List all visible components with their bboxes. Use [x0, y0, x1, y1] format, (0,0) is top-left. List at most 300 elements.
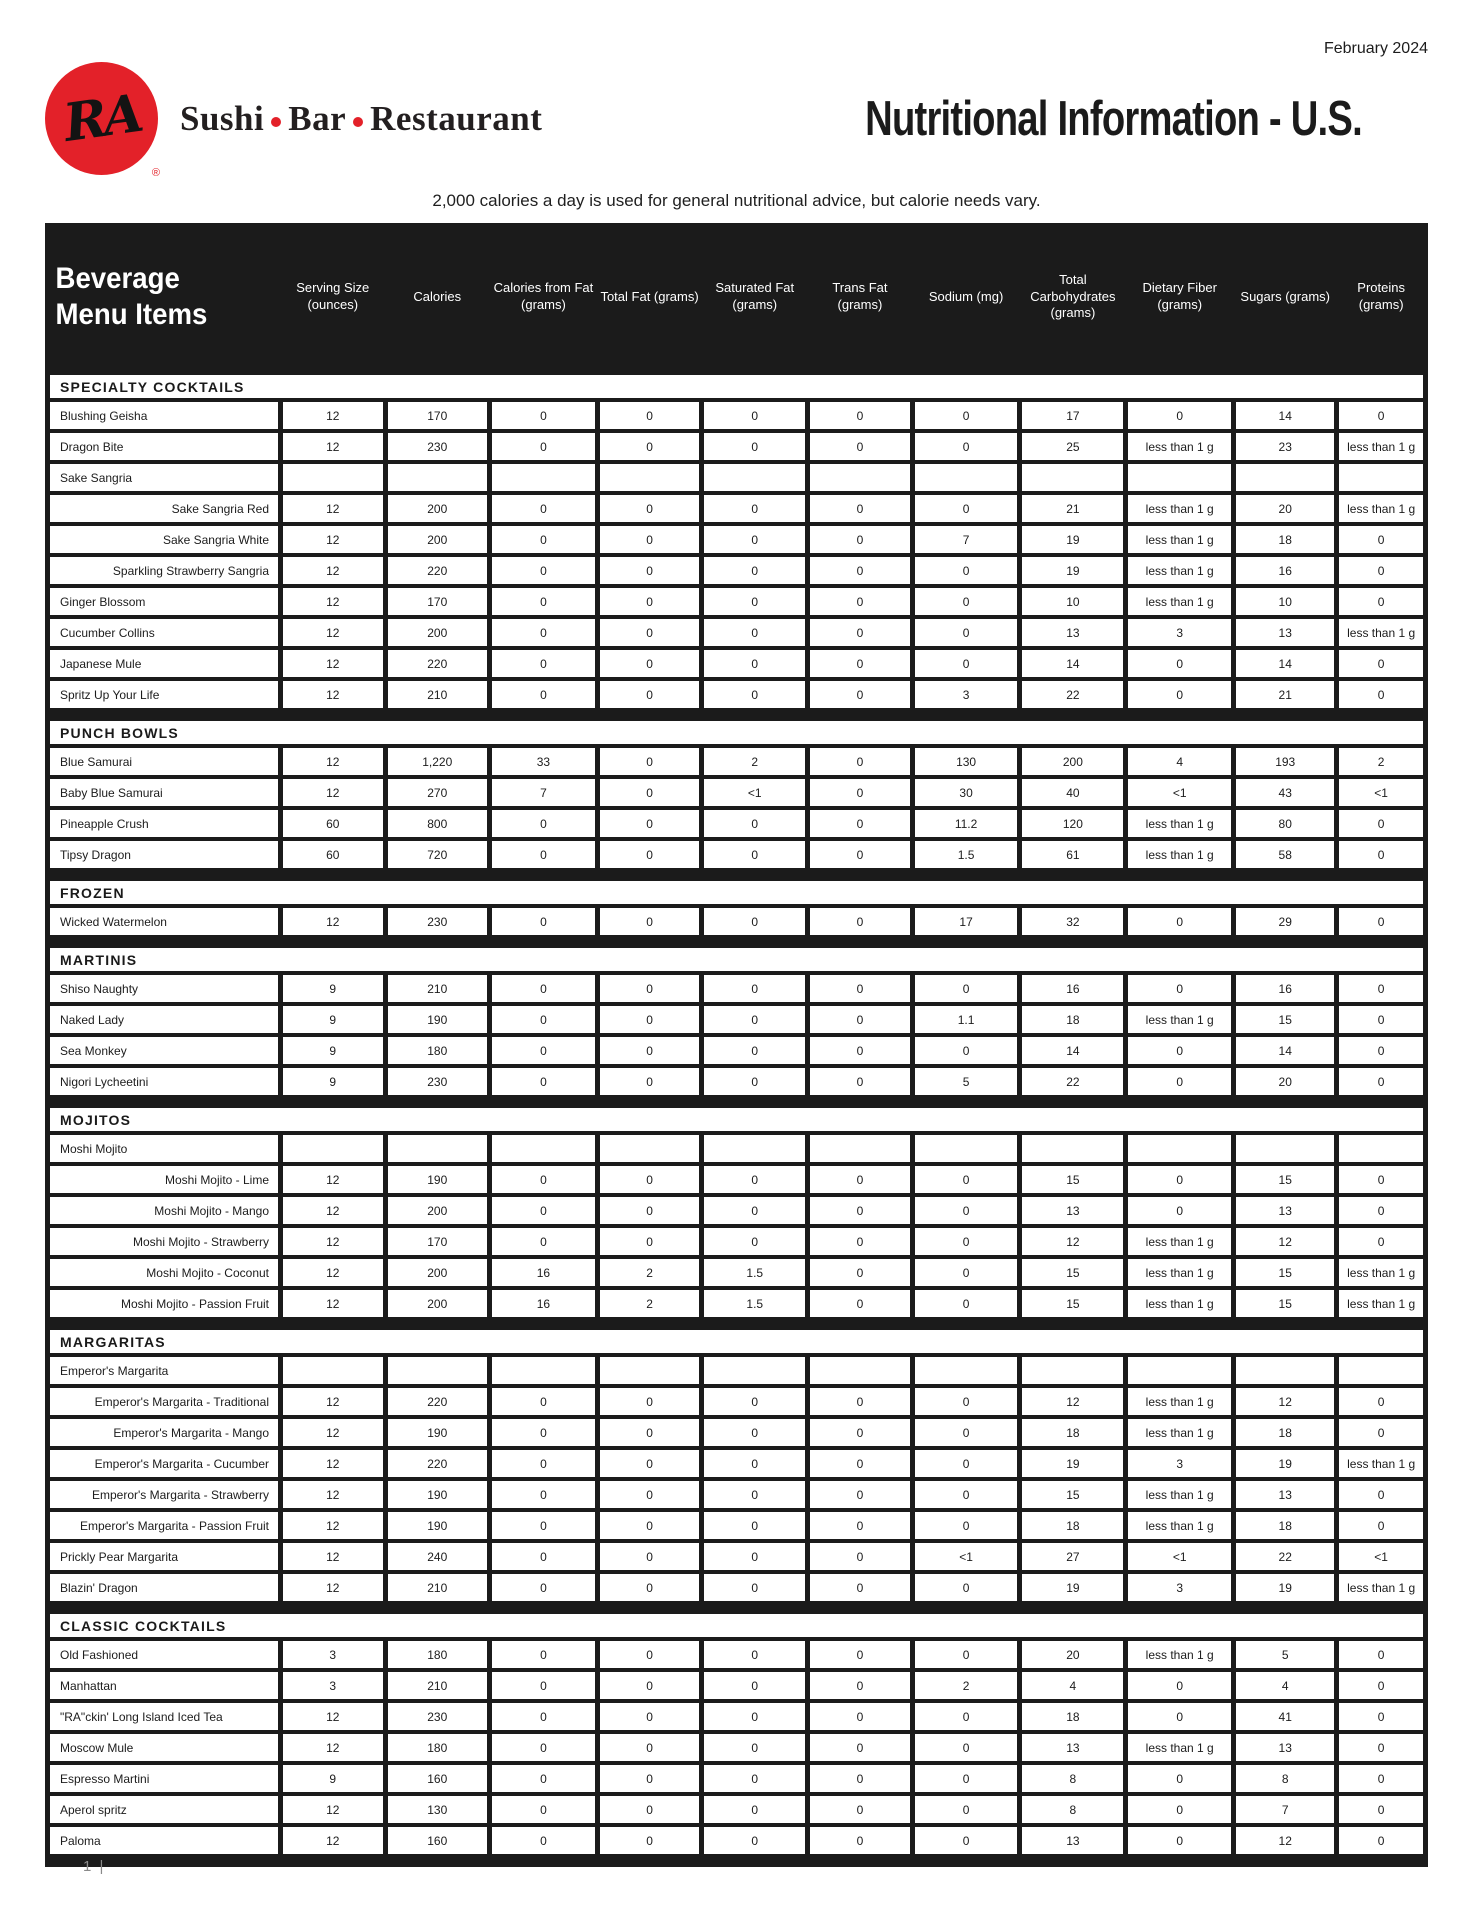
table-row — [50, 1703, 1423, 1730]
value-cell: 12 — [1236, 1228, 1334, 1255]
value-cell: less than 1 g — [1128, 1290, 1231, 1317]
value-cell: 0 — [810, 433, 910, 460]
value-cell: 5 — [915, 1068, 1018, 1095]
section-divider — [50, 1321, 1423, 1326]
value-cell: 0 — [915, 1228, 1018, 1255]
table-row — [50, 619, 1423, 646]
value-cell: 0 — [600, 650, 700, 677]
value-cell: 0 — [704, 1827, 805, 1854]
value-cell: 12 — [283, 557, 383, 584]
value-cell: 0 — [915, 1419, 1018, 1446]
table-row — [50, 1388, 1423, 1415]
value-cell — [388, 1135, 488, 1162]
value-cell: 16 — [1022, 975, 1123, 1002]
value-cell: 0 — [1128, 1827, 1231, 1854]
value-cell: 0 — [600, 1068, 700, 1095]
value-cell: 0 — [600, 1006, 700, 1033]
value-cell: 0 — [915, 1290, 1018, 1317]
value-cell: 0 — [492, 495, 595, 522]
value-cell: 19 — [1022, 557, 1123, 584]
value-cell: 0 — [915, 1827, 1018, 1854]
value-cell: 12 — [283, 1388, 383, 1415]
value-cell — [1022, 1357, 1123, 1384]
value-cell: less than 1 g — [1128, 1259, 1231, 1286]
value-cell: 21 — [1236, 681, 1334, 708]
value-cell: 190 — [388, 1166, 488, 1193]
value-cell: 0 — [704, 810, 805, 837]
value-cell: 0 — [492, 402, 595, 429]
value-cell: 0 — [492, 975, 595, 1002]
table-row — [50, 841, 1423, 868]
value-cell: 0 — [704, 1166, 805, 1193]
value-cell: <1 — [1339, 1543, 1423, 1570]
value-cell: <1 — [1128, 779, 1231, 806]
value-cell: 0 — [492, 1419, 595, 1446]
value-cell: 160 — [388, 1765, 488, 1792]
value-cell: 0 — [492, 650, 595, 677]
value-cell: 12 — [283, 1827, 383, 1854]
table-row — [50, 908, 1423, 935]
value-cell: 0 — [600, 681, 700, 708]
table-row — [50, 526, 1423, 553]
value-cell: 0 — [810, 1419, 910, 1446]
value-cell: 200 — [388, 495, 488, 522]
value-cell: 0 — [915, 1037, 1018, 1064]
value-cell: 61 — [1022, 841, 1123, 868]
value-cell — [1236, 1135, 1334, 1162]
table-row — [50, 1228, 1423, 1255]
value-cell: 7 — [1236, 1796, 1334, 1823]
value-cell: 0 — [600, 779, 700, 806]
value-cell: 190 — [388, 1419, 488, 1446]
item-name-cell: Aperol spritz — [50, 1796, 278, 1823]
value-cell: 15 — [1022, 1259, 1123, 1286]
table-row — [50, 1672, 1423, 1699]
value-cell: 0 — [810, 841, 910, 868]
value-cell: 200 — [388, 619, 488, 646]
value-cell: 0 — [600, 1672, 700, 1699]
page-title: Nutritional Information - U.S. — [865, 91, 1362, 146]
value-cell: 2 — [600, 1290, 700, 1317]
value-cell: 170 — [388, 402, 488, 429]
value-cell: 58 — [1236, 841, 1334, 868]
value-cell: 13 — [1022, 1734, 1123, 1761]
value-cell: 18 — [1022, 1703, 1123, 1730]
value-cell: 210 — [388, 1672, 488, 1699]
value-cell: 12 — [283, 779, 383, 806]
value-cell: 0 — [492, 1228, 595, 1255]
value-cell — [388, 1357, 488, 1384]
section-divider — [50, 1099, 1423, 1104]
value-cell: less than 1 g — [1128, 841, 1231, 868]
item-name-cell: Espresso Martini — [50, 1765, 278, 1792]
value-cell: 0 — [492, 619, 595, 646]
table-title-line2: Menu Items — [55, 298, 208, 331]
document-header — [45, 62, 1428, 179]
value-cell: 230 — [388, 908, 488, 935]
value-cell: 0 — [915, 1166, 1018, 1193]
value-cell: 3 — [283, 1672, 383, 1699]
item-name-cell: Emperor's Margarita - Passion Fruit — [50, 1512, 278, 1539]
value-cell: 9 — [283, 975, 383, 1002]
value-cell: 0 — [1128, 908, 1231, 935]
value-cell: 0 — [915, 1574, 1018, 1601]
value-cell: 0 — [810, 402, 910, 429]
value-cell: 0 — [492, 1574, 595, 1601]
value-cell: 0 — [600, 1765, 700, 1792]
value-cell — [1022, 1135, 1123, 1162]
value-cell: 0 — [492, 841, 595, 868]
column-header-8: Dietary Fiber (grams) — [1142, 280, 1217, 312]
value-cell: 0 — [1339, 841, 1423, 868]
value-cell: 210 — [388, 975, 488, 1002]
value-cell: 0 — [704, 1703, 805, 1730]
column-header-5: Trans Fat (grams) — [832, 280, 888, 312]
value-cell: 2 — [1339, 748, 1423, 775]
value-cell: 0 — [810, 1068, 910, 1095]
value-cell: 0 — [1339, 1388, 1423, 1415]
item-name-cell: Shiso Naughty — [50, 975, 278, 1002]
value-cell: 0 — [492, 1037, 595, 1064]
value-cell: 0 — [1339, 908, 1423, 935]
value-cell: 0 — [1339, 681, 1423, 708]
value-cell: 200 — [388, 1197, 488, 1224]
value-cell: 0 — [704, 1574, 805, 1601]
value-cell: 0 — [492, 1512, 595, 1539]
value-cell: 0 — [600, 495, 700, 522]
item-name-cell: Sea Monkey — [50, 1037, 278, 1064]
value-cell: 240 — [388, 1543, 488, 1570]
table-title — [50, 261, 260, 333]
value-cell: less than 1 g — [1128, 588, 1231, 615]
value-cell: 0 — [600, 1703, 700, 1730]
value-cell: 0 — [1339, 557, 1423, 584]
value-cell: 0 — [600, 402, 700, 429]
value-cell: 0 — [704, 1197, 805, 1224]
value-cell: 22 — [1022, 1068, 1123, 1095]
value-cell — [283, 1357, 383, 1384]
value-cell: 12 — [283, 1197, 383, 1224]
value-cell: 0 — [600, 1827, 700, 1854]
value-cell: 2 — [600, 1259, 700, 1286]
value-cell — [600, 464, 700, 491]
value-cell: 8 — [1022, 1765, 1123, 1792]
value-cell: 0 — [810, 748, 910, 775]
table-row — [50, 650, 1423, 677]
value-cell — [283, 464, 383, 491]
value-cell: 15 — [1022, 1481, 1123, 1508]
value-cell: 40 — [1022, 779, 1123, 806]
value-cell: less than 1 g — [1128, 1006, 1231, 1033]
value-cell: 0 — [915, 1796, 1018, 1823]
value-cell: 200 — [1022, 748, 1123, 775]
value-cell: 0 — [1128, 1037, 1231, 1064]
value-cell: 0 — [600, 1481, 700, 1508]
value-cell: less than 1 g — [1128, 1228, 1231, 1255]
value-cell: 130 — [915, 748, 1018, 775]
value-cell: 12 — [283, 1290, 383, 1317]
item-name-cell: Moshi Mojito - Mango — [50, 1197, 278, 1224]
document-date: February 2024 — [1323, 40, 1428, 57]
item-name-cell: Sake Sangria — [50, 464, 278, 491]
value-cell: 0 — [492, 908, 595, 935]
value-cell: 0 — [492, 1672, 595, 1699]
value-cell: 0 — [1128, 1197, 1231, 1224]
value-cell: 0 — [600, 1796, 700, 1823]
value-cell: 14 — [1236, 1037, 1334, 1064]
value-cell: 18 — [1236, 1512, 1334, 1539]
item-name-cell: Emperor's Margarita - Traditional — [50, 1388, 278, 1415]
value-cell: 0 — [704, 1037, 805, 1064]
value-cell: 4 — [1022, 1672, 1123, 1699]
value-cell: 0 — [915, 650, 1018, 677]
value-cell: 0 — [1339, 1512, 1423, 1539]
value-cell: 3 — [1128, 619, 1231, 646]
value-cell: 0 — [1128, 402, 1231, 429]
value-cell: 7 — [915, 526, 1018, 553]
value-cell: 9 — [283, 1765, 383, 1792]
value-cell: 19 — [1022, 526, 1123, 553]
value-cell: 0 — [704, 908, 805, 935]
value-cell — [810, 1135, 910, 1162]
item-name-cell: Tipsy Dragon — [50, 841, 278, 868]
value-cell: 0 — [915, 1734, 1018, 1761]
item-name-cell: Moshi Mojito - Lime — [50, 1166, 278, 1193]
value-cell — [492, 1357, 595, 1384]
value-cell: 0 — [1128, 650, 1231, 677]
value-cell: 12 — [283, 433, 383, 460]
value-cell — [915, 1357, 1018, 1384]
value-cell: 0 — [915, 1703, 1018, 1730]
value-cell: 1,220 — [388, 748, 488, 775]
column-header-4: Saturated Fat (grams) — [715, 280, 795, 312]
value-cell: 60 — [283, 841, 383, 868]
value-cell: 0 — [492, 681, 595, 708]
value-cell: 0 — [704, 1068, 805, 1095]
value-cell: 10 — [1236, 588, 1334, 615]
table-row — [50, 433, 1423, 460]
value-cell: 15 — [1236, 1166, 1334, 1193]
value-cell: 0 — [1128, 1068, 1231, 1095]
value-cell: 0 — [600, 588, 700, 615]
value-cell: 0 — [600, 1574, 700, 1601]
value-cell: 1.5 — [704, 1290, 805, 1317]
value-cell: 0 — [704, 681, 805, 708]
table-row — [50, 681, 1423, 708]
page-number: 1 | — [83, 1858, 106, 1875]
section-divider — [50, 712, 1423, 717]
brand-word-sushi: Sushi — [180, 98, 265, 138]
value-cell — [600, 1135, 700, 1162]
value-cell: 17 — [915, 908, 1018, 935]
value-cell: 19 — [1236, 1574, 1334, 1601]
column-header-7: Total Carbohydrates (grams) — [1030, 271, 1116, 321]
value-cell: 0 — [915, 1259, 1018, 1286]
ra-logo-circle — [45, 62, 158, 175]
value-cell: 12 — [283, 1703, 383, 1730]
table-row — [50, 495, 1423, 522]
value-cell: 12 — [283, 1543, 383, 1570]
value-cell: 13 — [1022, 619, 1123, 646]
table-row — [50, 1450, 1423, 1477]
value-cell: 0 — [1339, 1796, 1423, 1823]
value-cell: 0 — [810, 1543, 910, 1570]
value-cell: 0 — [600, 1166, 700, 1193]
value-cell: 0 — [704, 975, 805, 1002]
item-name-cell: Spritz Up Your Life — [50, 681, 278, 708]
value-cell: 0 — [810, 650, 910, 677]
value-cell: 0 — [492, 1543, 595, 1570]
value-cell: 0 — [915, 557, 1018, 584]
item-name-cell: "RA"ckin' Long Island Iced Tea — [50, 1703, 278, 1730]
value-cell: 0 — [704, 1765, 805, 1792]
value-cell: 130 — [388, 1796, 488, 1823]
value-cell: 0 — [810, 681, 910, 708]
value-cell: less than 1 g — [1339, 433, 1423, 460]
item-name-cell: Emperor's Margarita — [50, 1357, 278, 1384]
value-cell: 16 — [1236, 975, 1334, 1002]
value-cell: 19 — [1022, 1574, 1123, 1601]
value-cell: 0 — [810, 1481, 910, 1508]
value-cell: 0 — [1339, 1827, 1423, 1854]
value-cell: 1.5 — [915, 841, 1018, 868]
nutrition-table — [45, 223, 1428, 1867]
value-cell: 12 — [1236, 1827, 1334, 1854]
registered-trademark-icon: ® — [151, 167, 160, 179]
value-cell — [1339, 464, 1423, 491]
value-cell: 10 — [1022, 588, 1123, 615]
value-cell: 18 — [1022, 1006, 1123, 1033]
value-cell: 0 — [1339, 650, 1423, 677]
item-name-cell: Cucumber Collins — [50, 619, 278, 646]
value-cell: 0 — [704, 1734, 805, 1761]
value-cell: less than 1 g — [1128, 495, 1231, 522]
value-cell: 0 — [492, 1641, 595, 1668]
table-header-row — [45, 223, 1428, 371]
item-name-cell: Moshi Mojito - Passion Fruit — [50, 1290, 278, 1317]
table-row — [50, 1543, 1423, 1570]
value-cell: 12 — [283, 1166, 383, 1193]
value-cell: 0 — [600, 748, 700, 775]
value-cell: 0 — [600, 1388, 700, 1415]
value-cell: less than 1 g — [1339, 1450, 1423, 1477]
value-cell: 27 — [1022, 1543, 1123, 1570]
item-name-cell: Ginger Blossom — [50, 588, 278, 615]
value-cell: 0 — [492, 810, 595, 837]
value-cell: 720 — [388, 841, 488, 868]
value-cell: 15 — [1236, 1290, 1334, 1317]
value-cell: 0 — [810, 1574, 910, 1601]
value-cell — [1339, 1357, 1423, 1384]
value-cell: 0 — [810, 908, 910, 935]
table-row — [50, 1037, 1423, 1064]
column-header-10: Proteins (grams) — [1357, 280, 1405, 312]
column-header-0: Serving Size (ounces) — [296, 280, 370, 312]
value-cell: 0 — [810, 1765, 910, 1792]
section-divider — [50, 872, 1423, 877]
value-cell: 8 — [1022, 1796, 1123, 1823]
table-row — [50, 975, 1423, 1002]
table-row — [50, 557, 1423, 584]
value-cell: 12 — [283, 1574, 383, 1601]
value-cell: 13 — [1022, 1827, 1123, 1854]
value-cell: 0 — [810, 1734, 910, 1761]
value-cell: 0 — [600, 1734, 700, 1761]
table-row — [50, 1734, 1423, 1761]
table-row — [50, 1006, 1423, 1033]
value-cell — [915, 464, 1018, 491]
table-title-line1: Beverage — [55, 262, 180, 295]
table-row — [50, 1796, 1423, 1823]
item-name-cell: Naked Lady — [50, 1006, 278, 1033]
value-cell: 12 — [283, 1734, 383, 1761]
value-cell: 0 — [810, 1827, 910, 1854]
value-cell: 0 — [1339, 402, 1423, 429]
section-header: FROZEN — [50, 881, 1423, 904]
value-cell: 16 — [1236, 557, 1334, 584]
value-cell: 0 — [600, 1450, 700, 1477]
value-cell: less than 1 g — [1128, 433, 1231, 460]
table-row — [50, 1166, 1423, 1193]
section-header: PUNCH BOWLS — [50, 721, 1423, 744]
value-cell: 22 — [1022, 681, 1123, 708]
value-cell — [1236, 1357, 1334, 1384]
value-cell: 190 — [388, 1512, 488, 1539]
value-cell: less than 1 g — [1339, 619, 1423, 646]
item-name-cell: Emperor's Margarita - Strawberry — [50, 1481, 278, 1508]
value-cell: 43 — [1236, 779, 1334, 806]
value-cell: 41 — [1236, 1703, 1334, 1730]
value-cell: 0 — [704, 402, 805, 429]
value-cell: 0 — [492, 1827, 595, 1854]
value-cell: 170 — [388, 588, 488, 615]
value-cell: less than 1 g — [1128, 557, 1231, 584]
item-name-cell: Blushing Geisha — [50, 402, 278, 429]
value-cell: 0 — [600, 1228, 700, 1255]
item-name-cell: Sake Sangria Red — [50, 495, 278, 522]
value-cell: 0 — [810, 495, 910, 522]
section-header: CLASSIC COCKTAILS — [50, 1614, 1423, 1637]
value-cell: 0 — [915, 1512, 1018, 1539]
value-cell: 12 — [283, 748, 383, 775]
value-cell: less than 1 g — [1339, 1574, 1423, 1601]
value-cell: 0 — [492, 1450, 595, 1477]
value-cell: 0 — [810, 779, 910, 806]
value-cell: 0 — [704, 1228, 805, 1255]
value-cell: 0 — [1339, 1037, 1423, 1064]
value-cell: 12 — [283, 619, 383, 646]
column-header-3: Total Fat (grams) — [600, 288, 699, 304]
item-name-cell: Wicked Watermelon — [50, 908, 278, 935]
value-cell: 12 — [283, 1259, 383, 1286]
value-cell: 0 — [1128, 681, 1231, 708]
value-cell: 0 — [1128, 1672, 1231, 1699]
value-cell: 2 — [915, 1672, 1018, 1699]
value-cell: 0 — [600, 841, 700, 868]
value-cell: 220 — [388, 650, 488, 677]
item-name-cell: Sparkling Strawberry Sangria — [50, 557, 278, 584]
value-cell: 0 — [810, 1006, 910, 1033]
value-cell: 11.2 — [915, 810, 1018, 837]
value-cell: 0 — [1339, 1765, 1423, 1792]
value-cell: 0 — [492, 1481, 595, 1508]
value-cell: 9 — [283, 1037, 383, 1064]
value-cell: 0 — [492, 1388, 595, 1415]
section-header: MARTINIS — [50, 948, 1423, 971]
value-cell: 0 — [704, 588, 805, 615]
value-cell: 0 — [915, 588, 1018, 615]
value-cell: 0 — [915, 619, 1018, 646]
